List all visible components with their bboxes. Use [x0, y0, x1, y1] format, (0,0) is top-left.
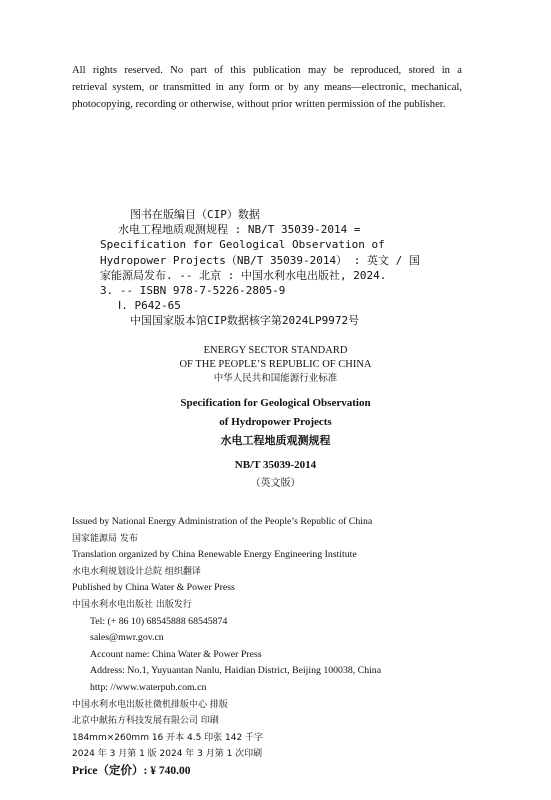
standard-line-1: ENERGY SECTOR STANDARD	[203, 345, 348, 356]
cip-heading: 图书在版编目（CIP）数据	[130, 208, 260, 221]
email-address: sales@mwr.gov.cn	[90, 632, 164, 644]
published-zh: 中国水利水电出版社 出版发行	[72, 599, 192, 610]
standard-category	[0, 344, 551, 386]
cip-record-number: 中国国家版本馆CIP数据核字第2024LP9972号	[130, 314, 360, 328]
cip-data-block	[100, 207, 420, 329]
issued-by-zh: 国家能源局 发布	[72, 533, 138, 544]
printer: 北京中献拓方科技发展有限公司 印刷	[72, 716, 219, 727]
standard-code: NB/T 35039-2014	[234, 459, 317, 471]
imprint-block	[72, 514, 381, 780]
translation-zh: 水电水利规划设计总院 组织翻译	[72, 566, 201, 577]
edition-label: （英文版）	[250, 478, 301, 489]
cip-line: 水电工程地质观测规程 : NB/T 35039-2014 =	[118, 223, 361, 237]
book-format: 184mm×260mm 16 开本 4.5 印张 142 千字	[72, 732, 264, 743]
typesetting: 中国水利水电出版社微机排版中心 排版	[72, 699, 228, 710]
cip-line: Hydropower Projects（NB/T 35039-2014） : 英文 / 国	[100, 253, 420, 267]
published-en: Published by China Water & Power Press	[72, 582, 235, 594]
issued-by-en: Issued by National Energy Administration of the People’s Republic of China	[72, 516, 373, 527]
edition-info: 2024 年 3 月第 1 版 2024 年 3 月第 1 次印刷	[72, 749, 263, 760]
standard-line-2: OF THE PEOPLE’S REPUBLIC OF CHINA	[179, 359, 372, 370]
cip-line: 3. -- ISBN 978-7-5226-2805-9	[100, 284, 286, 298]
price: Price（定价）: ¥ 740.00	[72, 764, 191, 777]
cip-line: 家能源局发布. -- 北京 : 中国水利水电出版社, 2024.	[100, 268, 387, 282]
copyright-line: All rights reserved. No part of this publication may be reproduced, stored in a	[72, 65, 462, 76]
title-en-line-2: of Hydropower Projects	[219, 416, 332, 428]
cip-class-number: Ⅰ. P642-65	[118, 299, 181, 313]
standard-title-block	[0, 394, 551, 493]
website: http: //www.waterpub.com.cn	[90, 681, 207, 693]
title-en-line-1: Specification for Geological Observation	[180, 397, 371, 409]
telephone: Tel: (+ 86 10) 68545888 68545874	[90, 615, 228, 627]
title-zh: 水电工程地质观测规程	[220, 434, 331, 447]
postal-address: Address: No.1, Yuyuantan Nanlu, Haidian District, Beijing 100038, China	[90, 665, 382, 677]
copyright-notice	[72, 62, 462, 113]
account-name: Account name: China Water & Power Press	[90, 648, 262, 660]
copyright-line: photocopying, recording or otherwise, without prior written permission of the publisher.	[72, 99, 446, 110]
copyright-line: retrieval system, or transmitted in any form or by any means—electronic, mechanical,	[72, 82, 462, 93]
standard-line-zh: 中华人民共和国能源行业标准	[213, 373, 338, 384]
translation-en: Translation organized by China Renewable Energy Engineering Institute	[72, 549, 357, 561]
cip-line: Specification for Geological Observation of	[100, 238, 385, 252]
